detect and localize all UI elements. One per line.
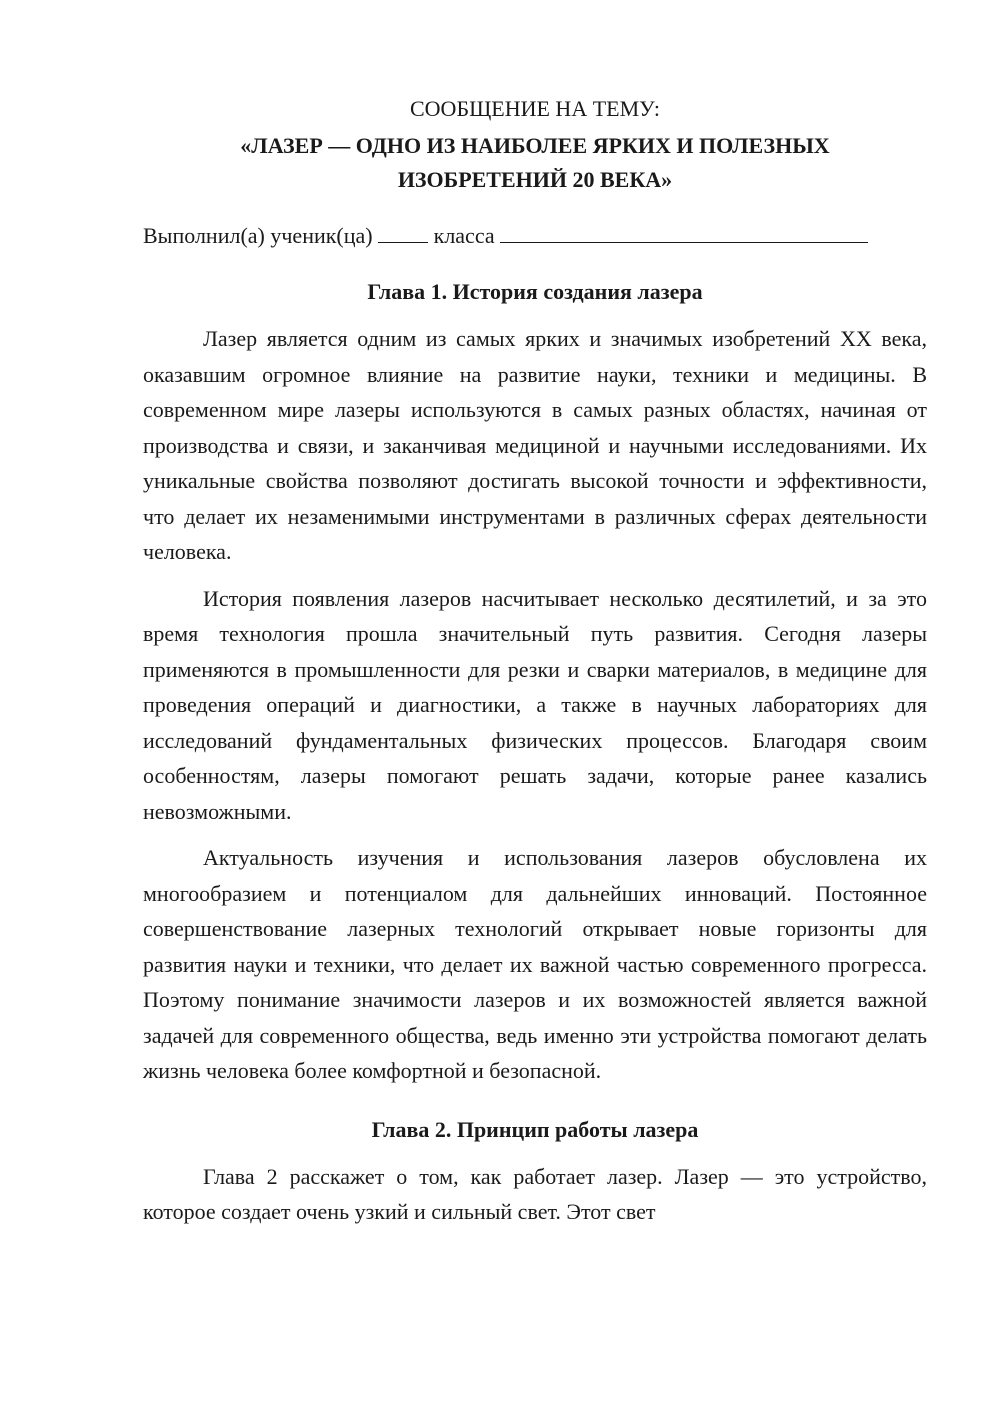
document-page bbox=[143, 90, 927, 1230]
performed-by-label: Выполнил(а) ученик(ца) bbox=[143, 223, 373, 248]
chapter-1-heading: Глава 1. История создания лазера bbox=[367, 279, 703, 304]
chapter-1-paragraph-3: Актуальность изучения и использования лазеров обусловлена их многообразием и потенциалом для дальнейших инноваций. Постоянное совершенствование лазерных технологий открывает новые горизонты для развития науки и техники, что делает их важной частью современного прогресса. Поэтому понимание значимости лазеров и их возможностей является важной задачей для современного общества, ведь именно эти устройства помогают делать жизнь человека более комфортной и безопасной. bbox=[143, 845, 927, 1083]
class-label: класса bbox=[433, 223, 495, 248]
document-title bbox=[143, 129, 927, 197]
chapter-1-paragraph-1: Лазер является одним из самых ярких и значимых изобретений XX века, оказавшим огромное влияние на развитие науки, техники и медицины. В современном мире лазеры используются в самых разных областях, начиная от производства и связи, и заканчивая медициной и научными исследованиями. Их уникальные свойства позволяют достигать высокой точности и эффективности, что делает их незаменимыми инструментами в различных сферах деятельности человека. bbox=[143, 326, 927, 564]
chapter-1-paragraph-2: История появления лазеров насчитывает несколько десятилетий, и за это время технология прошла значительный путь развития. Сегодня лазеры применяются в промышленности для резки и сварки материалов, в медицине для проведения операций и диагностики, а также в научных лабораториях для исследований фундаментальных физических процессов. Благодаря своим особенностям, лазеры помогают решать задачи, которые ранее казались невозможными. bbox=[143, 585, 927, 824]
class-blank bbox=[378, 220, 428, 243]
name-blank bbox=[500, 220, 868, 243]
topic-label: СООБЩЕНИЕ НА ТЕМУ: bbox=[410, 96, 660, 121]
chapter-2-paragraph-1: Глава 2 расскажет о том, как работает лазер. Лазер — это устройство, которое создает очень узкий и сильный свет. Этот свет bbox=[143, 1163, 927, 1224]
title-line-1: «ЛАЗЕР — ОДНО ИЗ НАИБОЛЕЕ ЯРКИХ И ПОЛЕЗНЫХ bbox=[240, 133, 830, 158]
chapter-2-heading: Глава 2. Принцип работы лазера bbox=[371, 1116, 699, 1142]
author-line bbox=[143, 219, 927, 253]
title-line-2: ИЗОБРЕТЕНИЙ 20 ВЕКА» bbox=[397, 167, 673, 192]
